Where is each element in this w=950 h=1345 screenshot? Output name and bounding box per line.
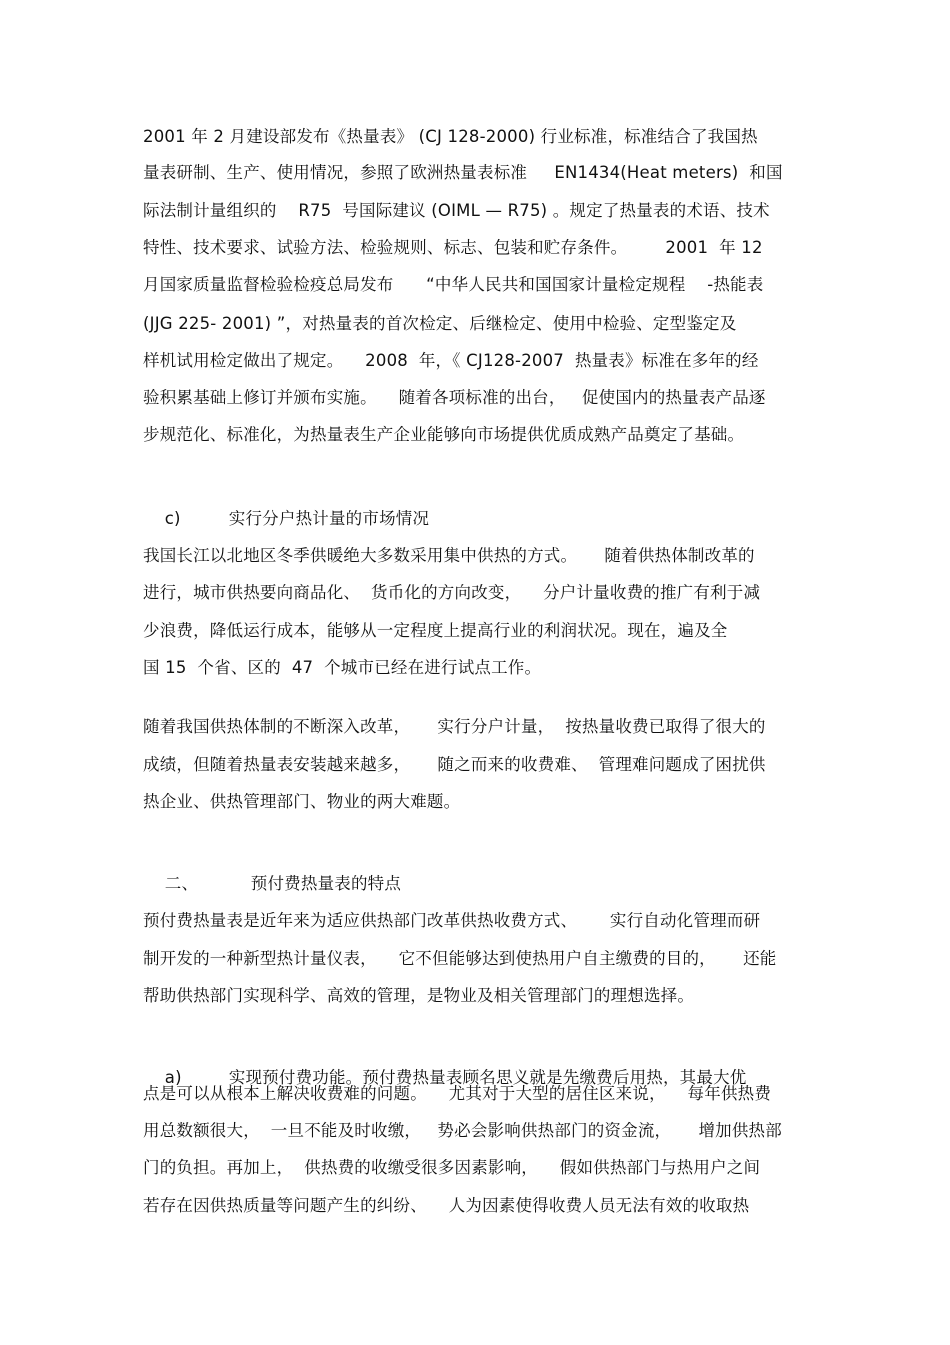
paragraph-5-line-5: 若存在因供热质量等问题产生的纠纷、 人为因素使得收费人员无法有效的收取热: [143, 1196, 750, 1215]
section-marker: c): [164, 509, 181, 528]
item-marker: a): [164, 1068, 182, 1087]
paragraph-2-line-1: 我国长江以北地区冬季供暖绝大多数采用集中供热的方式。 随着供热体制改革的: [143, 546, 755, 565]
section-marker: 二、: [164, 874, 199, 893]
paragraph-5-line-3: 用总数额很大， 一旦不能及时收缴， 势必会影响供热部门的资金流， 增加供热部: [143, 1121, 782, 1140]
paragraph-4-line-2: 制开发的一种新型热计量仪表， 它不但能够达到使热用户自主缴费的目的， 还能: [143, 949, 777, 968]
paragraph-5-line-4: 门的负担。再加上， 供热费的收缴受很多因素影响， 假如供热部门与热用户之间: [143, 1158, 761, 1177]
section-heading-2: [143, 851, 401, 917]
paragraph-5-line-2: 点是可以从根本上解决收费难的问题。 尤其对于大型的居住区来说， 每年供热费: [143, 1084, 772, 1103]
paragraph-2-line-2: 进行，城市供热要向商品化、 货币化的方向改变， 分户计量收费的推广有利于减: [143, 583, 761, 602]
paragraph-1-line-8: 验积累基础上修订并颁布实施。 随着各项标准的出台， 促使国内的热量表产品逐: [143, 388, 766, 407]
section-heading-c: [143, 486, 429, 552]
paragraph-1-line-7: 样机试用检定做出了规定。 2008 年，《 CJ128-2007 热量表》标准在多年的经: [143, 351, 759, 370]
paragraph-4-line-1: 预付费热量表是近年来为适应供热部门改革供热收费方式、 实行自动化管理而研: [143, 911, 761, 930]
paragraph-3-line-1: 随着我国供热体制的不断深入改革， 实行分户计量， 按热量收费已取得了很大的: [143, 717, 766, 736]
paragraph-1-line-6: (JJG 225- 2001) ”，对热量表的首次检定、后继检定、使用中检验、定型鉴定及: [143, 314, 737, 333]
paragraph-2-line-3: 少浪费，降低运行成本，能够从一定程度上提高行业的利润状况。现在，遍及全: [143, 621, 728, 640]
paragraph-1-line-9: 步规范化、标准化，为热量表生产企业能够向市场提供优质成熟产品奠定了基础。: [143, 425, 745, 444]
paragraph-1-line-5: 月国家质量监督检验检疫总局发布 “中华人民共和国国家计量检定规程 -热能表: [143, 275, 764, 294]
paragraph-1-line-1: 2001 年 2 月建设部发布《热量表》 (CJ 128-2000) 行业标准，标准结合了我国热: [143, 127, 758, 146]
section-title: 实行分户热计量的市场情况: [228, 509, 430, 528]
paragraph-3-line-3: 热企业、供热管理部门、物业的两大难题。: [143, 792, 461, 811]
section-title: 预付费热量表的特点: [250, 874, 402, 893]
item-text: 实现预付费功能。预付费热量表顾名思义就是先缴费后用热，其最大优: [228, 1068, 747, 1087]
paragraph-1-line-4: 特性、技术要求、试验方法、检验规则、标志、包装和贮存条件。 2001 年 12: [143, 238, 763, 257]
paragraph-1-line-2: 量表研制、生产、使用情况，参照了欧洲热量表标准 EN1434(Heat meters) 和国: [143, 163, 783, 182]
paragraph-4-line-3: 帮助供热部门实现科学、高效的管理，是物业及相关管理部门的理想选择。: [143, 986, 695, 1005]
paragraph-2-line-4: 国 15 个省、区的 47 个城市已经在进行试点工作。: [143, 658, 542, 677]
paragraph-3-line-2: 成绩，但随着热量表安装越来越多， 随之而来的收费难、 管理难问题成了困扰供: [143, 755, 766, 774]
paragraph-1-line-3: 际法制计量组织的 R75 号国际建议 (OIML — R75) 。规定了热量表的术语、技术: [143, 201, 770, 220]
